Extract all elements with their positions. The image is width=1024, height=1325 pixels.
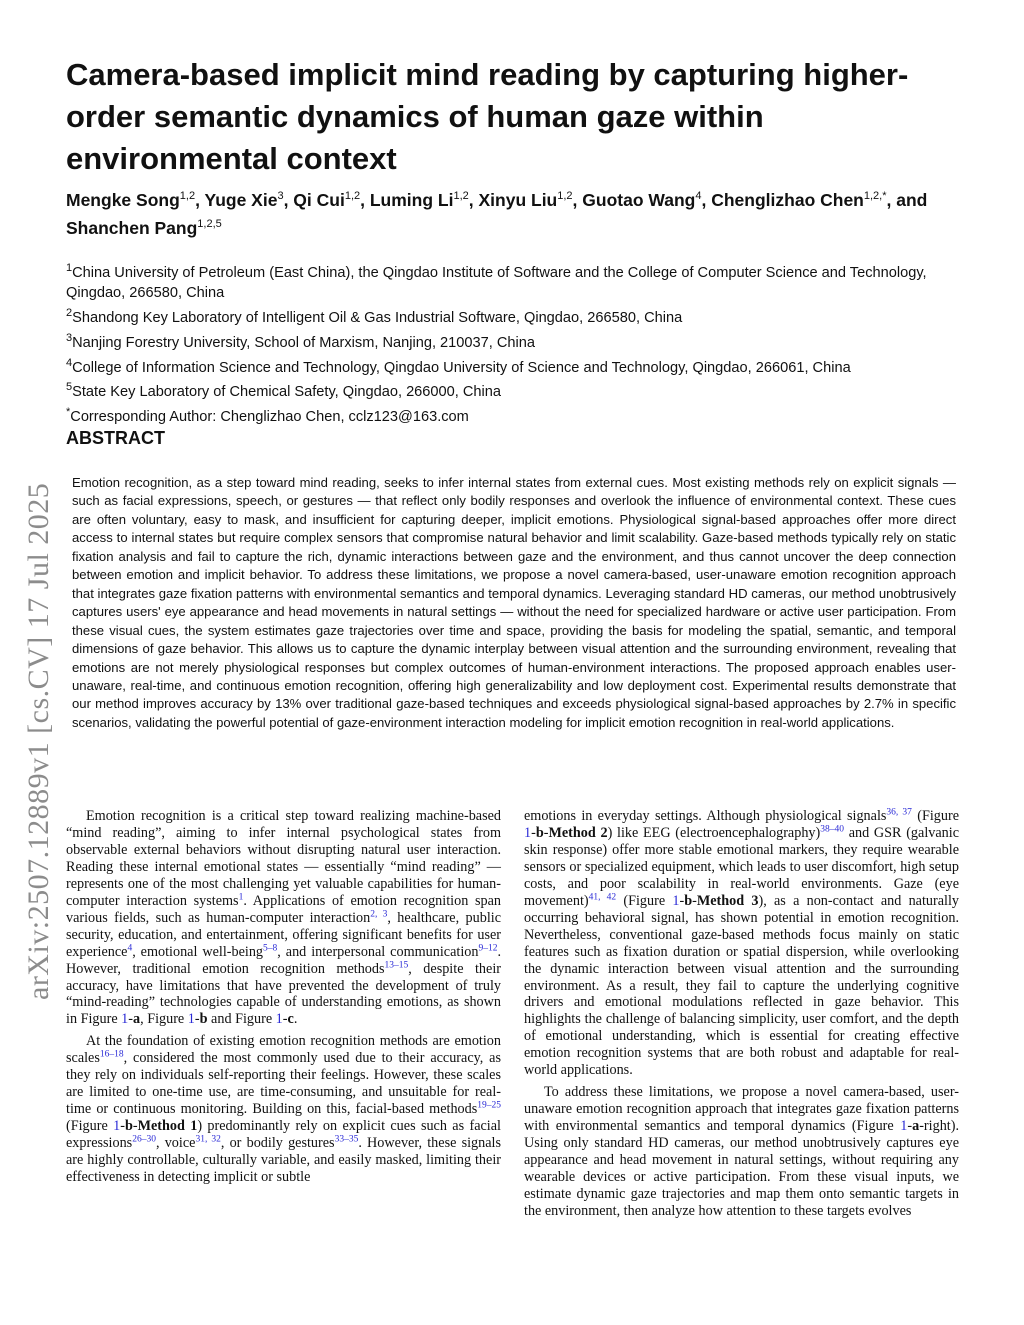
body-column-right [524, 808, 959, 1225]
affiliation-item [66, 303, 966, 328]
bold-label: c [287, 1011, 294, 1028]
affiliation-item [66, 402, 966, 427]
bold-label: Method 1 [137, 1118, 198, 1135]
affiliation-item [66, 258, 966, 303]
author-affiliation-marker: 1,2,* [863, 190, 887, 202]
author-affiliation-marker: 1,2 [557, 190, 573, 202]
affiliation-marker: 1 [66, 262, 73, 274]
figure-link[interactable]: 1 [672, 892, 680, 909]
body-paragraph: To address these limitations, we propose a novel camera-based, user-unaware emotion recognition approach that integrates gaze fixation patterns with environmental semantics and temporal dynamics (Figure 1-a-right). Using only standard HD cameras, our method unobtrusively captures eye appearance and head movement in natural settings, without requiring any wearable devices or active participation. From these visual inputs, we estimate dynamic gaze trajectories and map them onto semantic targets in the environment, then analyze how attention to these targets evolves [524, 1084, 959, 1219]
affiliation-list [66, 258, 966, 427]
citation-link[interactable]: 31, 32 [195, 1134, 221, 1145]
affiliation-marker: 3 [66, 331, 73, 344]
author-affiliation-marker: 4 [695, 190, 702, 202]
figure-link[interactable]: 1 [524, 824, 532, 841]
abstract-text: Emotion recognition, as a step toward mind reading, seeks to infer internal states from external cues. Most existing methods rely on explicit signals — such as facial expressions, speech, or gestures — that reflect only bodily responses and overlook the influence of environmental context. These cues are often voluntary, easy to mask, and insufficient for capturing deeper, implicit emotions. Physiological signal-based approaches offer more direct access to internal states but require complex sensors that compromise natural behavior and limit scalability. Gaze-based methods typically rely on static fixation analysis and fail to capture the rich, dynamic interactions between gaze and the environment, and thus cannot uncover the deep connection between emotion and implicit behavior. To address these limitations, we propose a novel camera-based, user-unaware emotion recognition approach that integrates gaze fixation patterns with environmental semantics and temporal dynamics. Leveraging standard HD cameras, our method unobtrusively captures users' eye appearance and head movements in natural settings — without the need for specialized hardware or active user participation. From these visual cues, the system estimates gaze trajectories over time and space, providing the basis for modeling the spatial, semantic, and temporal dimensions of gaze behavior. This allows us to capture the dynamic interplay between visual attention and the surrounding environment, revealing that emotions are not merely physiological responses but complex outcomes of human-environment interactions. The proposed approach enables user-unaware, real-time, and continuous emotion recognition, offering high generalizability and low deployment cost. Experimental results demonstrate that our method improves accuracy by 13% over traditional gaze-based techniques and exceeds physiological signal-based approaches by 2.7% in specific scenarios, validating the powerful potential of gaze-environment interaction modeling for implicit emotion recognition in real-world applications. [72, 475, 956, 730]
affiliation-item [66, 353, 966, 378]
citation-link[interactable]: 5–8 [263, 942, 278, 953]
affiliation-marker: 4 [66, 356, 73, 369]
citation-link[interactable]: 13–15 [384, 959, 409, 970]
figure-link[interactable]: 1 [275, 1011, 283, 1028]
body-column-left [66, 808, 501, 1191]
citation-link[interactable]: 9–12 [478, 942, 498, 953]
affiliation-text: College of Information Science and Technology, Qingdao University of Science and Technology, Qingdao, 266061, China [72, 359, 851, 376]
author-name: Xinyu Liu [478, 189, 558, 210]
citation-link[interactable]: 33–35 [334, 1134, 359, 1145]
affiliation-text: China University of Petroleum (East China), the Qingdao Institute of Software and the College of Computer Science and Technology, Qingdao, 266580, China [66, 264, 927, 301]
bold-label: a [912, 1118, 920, 1135]
body-paragraph: Emotion recognition is a critical step toward realizing machine-based “mind reading”, aiming to infer internal psychological states from observable external behaviors without disrupting natural user interaction. Reading these internal emotional states — essentially “mind reading” — represents one of the most challenging yet valuable capabilities for human-computer interaction systems$^1$. Applications of emotion recognition span various fields, such as human-computer interaction$^{2, 3}$, healthcare, public security, education, and entertainment, offering significant benefits for user experience$^4$, emotional well-being$^{5-8}$, and interpersonal communication$^{9-12}$. However, traditional emotion recognition methods$^{13-15}$, despite their accuracy, have limitations that have prevented the development of truly “mind-reading” technologies capable of understanding emotions, as shown in Figure 1-a, Figure 1-b and Figure 1-c. [66, 808, 501, 1028]
author-list: Mengke Song$^{1,2}$, Yuge Xie$^3$, Qi Cui$^{1,2}$, Luming Li$^{1,2}$, Xinyu Liu$^{1,2}$, Guotao Wang$^4$, Chenglizhao Chen$^{1,2,*}$, and Shanchen Pang$^{1,2,5}$ [66, 189, 928, 238]
author-name: Yuge Xie [204, 189, 278, 210]
bold-label: a [133, 1011, 141, 1028]
affiliation-item [66, 328, 966, 353]
figure-link[interactable]: 1 [113, 1118, 121, 1135]
author-name: Chenglizhao Chen [711, 189, 864, 210]
citation-link[interactable]: 41, 42 [588, 892, 617, 903]
author-affiliation-marker: 1,2 [179, 190, 196, 202]
affiliation-marker: 2 [66, 306, 73, 319]
abstract-heading: ABSTRACT [66, 428, 165, 448]
author-affiliation-marker: 1,2,5 [197, 217, 222, 230]
figure-link[interactable]: 1 [121, 1011, 129, 1028]
author-name: Guotao Wang [582, 189, 696, 210]
author-affiliation-marker: 3 [277, 190, 284, 202]
citation-link[interactable]: 1 [238, 892, 244, 903]
citation-link[interactable]: 38–40 [820, 824, 844, 835]
citation-link[interactable]: 26–30 [132, 1134, 156, 1145]
bold-label: b [124, 1118, 133, 1135]
affiliation-marker: 5 [66, 381, 73, 394]
affiliation-marker: * [66, 406, 71, 419]
figure-link[interactable]: 1 [187, 1011, 195, 1028]
author-name: Shanchen Pang [66, 217, 198, 238]
figure-link[interactable]: 1 [900, 1118, 908, 1135]
bold-label: Method 2 [548, 824, 608, 841]
affiliation-text: State Key Laboratory of Chemical Safety, Qingdao, 266000, China [72, 384, 502, 401]
body-paragraph: emotions in everyday settings. Although physiological signals$^{36, 37}$ (Figure 1-b-Method 2) like EEG (electroencephalography)$^{38-40}$ and GSR (galvanic skin response) offer more stable emotional markers, they require wearable sensors or specialized equipment, which leads to user discomfort, high setup costs, and poor scalability in real-world environments. Gaze (eye movement)$^{41, 42}$ (Figure 1-b-Method 3), as a non-contact and naturally occurring behavioral signal, has shown potential in emotion recognition. Nevertheless, conventional gaze-based methods focus mainly on static features such as fixation duration or spatial dispersion, while overlooking the dynamic interaction between visual attention and the surrounding environment. As a result, they fail to capture the underlying cognitive drivers and emotional modulations reflected in gaze behavior. This highlights the challenge of balancing simplicity, user comfort, and the depth of emotional understanding, which is essential for creating effective emotion recognition systems that are both robust and adaptable for real-world applications. [524, 807, 960, 1079]
affiliation-item [66, 377, 966, 402]
affiliation-text: Nanjing Forestry University, School of Marxism, Nanjing, 210037, China [72, 334, 535, 351]
affiliation-text: Shandong Key Laboratory of Intelligent Oil & Gas Industrial Software, Qingdao, 266580, China [72, 309, 683, 326]
citation-link[interactable]: 16–18 [99, 1049, 124, 1060]
author-name: Qi Cui [293, 189, 345, 210]
citation-link[interactable]: 4 [127, 942, 133, 953]
body-paragraph: At the foundation of existing emotion recognition methods are emotion scales$^{16-18}$, considered the most commonly used due to their accuracy, as they rely on individuals self-reporting their feelings. However, these scales are limited to one-time use, are time-consuming, and unsuitable for real-time or continuous monitoring. Building on this, facial-based methods$^{19-25}$ (Figure 1-b-Method 1) predominantly rely on explicit cues such as facial expressions$^{26-30}$, voice$^{31, 32}$, or bodily gestures$^{33-35}$. However, these signals are highly controllable, culturally variable, and easily masked, limiting their effectiveness in detecting implicit or subtle [66, 1033, 501, 1186]
citation-link[interactable]: 19–25 [477, 1100, 501, 1111]
author-name: Mengke Song [66, 189, 180, 210]
bold-label: b [535, 824, 544, 841]
bold-label: Method 3 [696, 892, 759, 909]
author-affiliation-marker: 1,2 [344, 190, 361, 202]
paper-title: Camera-based implicit mind reading by capturing higher-order semantic dynamics of human gaze within environmental context [66, 57, 909, 176]
author-name: Luming Li [369, 189, 454, 210]
author-affiliation-marker: 1,2 [453, 190, 469, 202]
arxiv-sidebar-stamp: arXiv:2507.12889v1 [cs.CV] 17 Jul 2025 [22, 482, 55, 1000]
affiliation-text: Corresponding Author: Chenglizhao Chen, cclz123@163.com [70, 409, 469, 426]
citation-link[interactable]: 2, 3 [370, 908, 388, 919]
citation-link[interactable]: 36, 37 [886, 807, 912, 818]
bold-label: b [199, 1011, 208, 1028]
bold-label: b [684, 892, 693, 909]
